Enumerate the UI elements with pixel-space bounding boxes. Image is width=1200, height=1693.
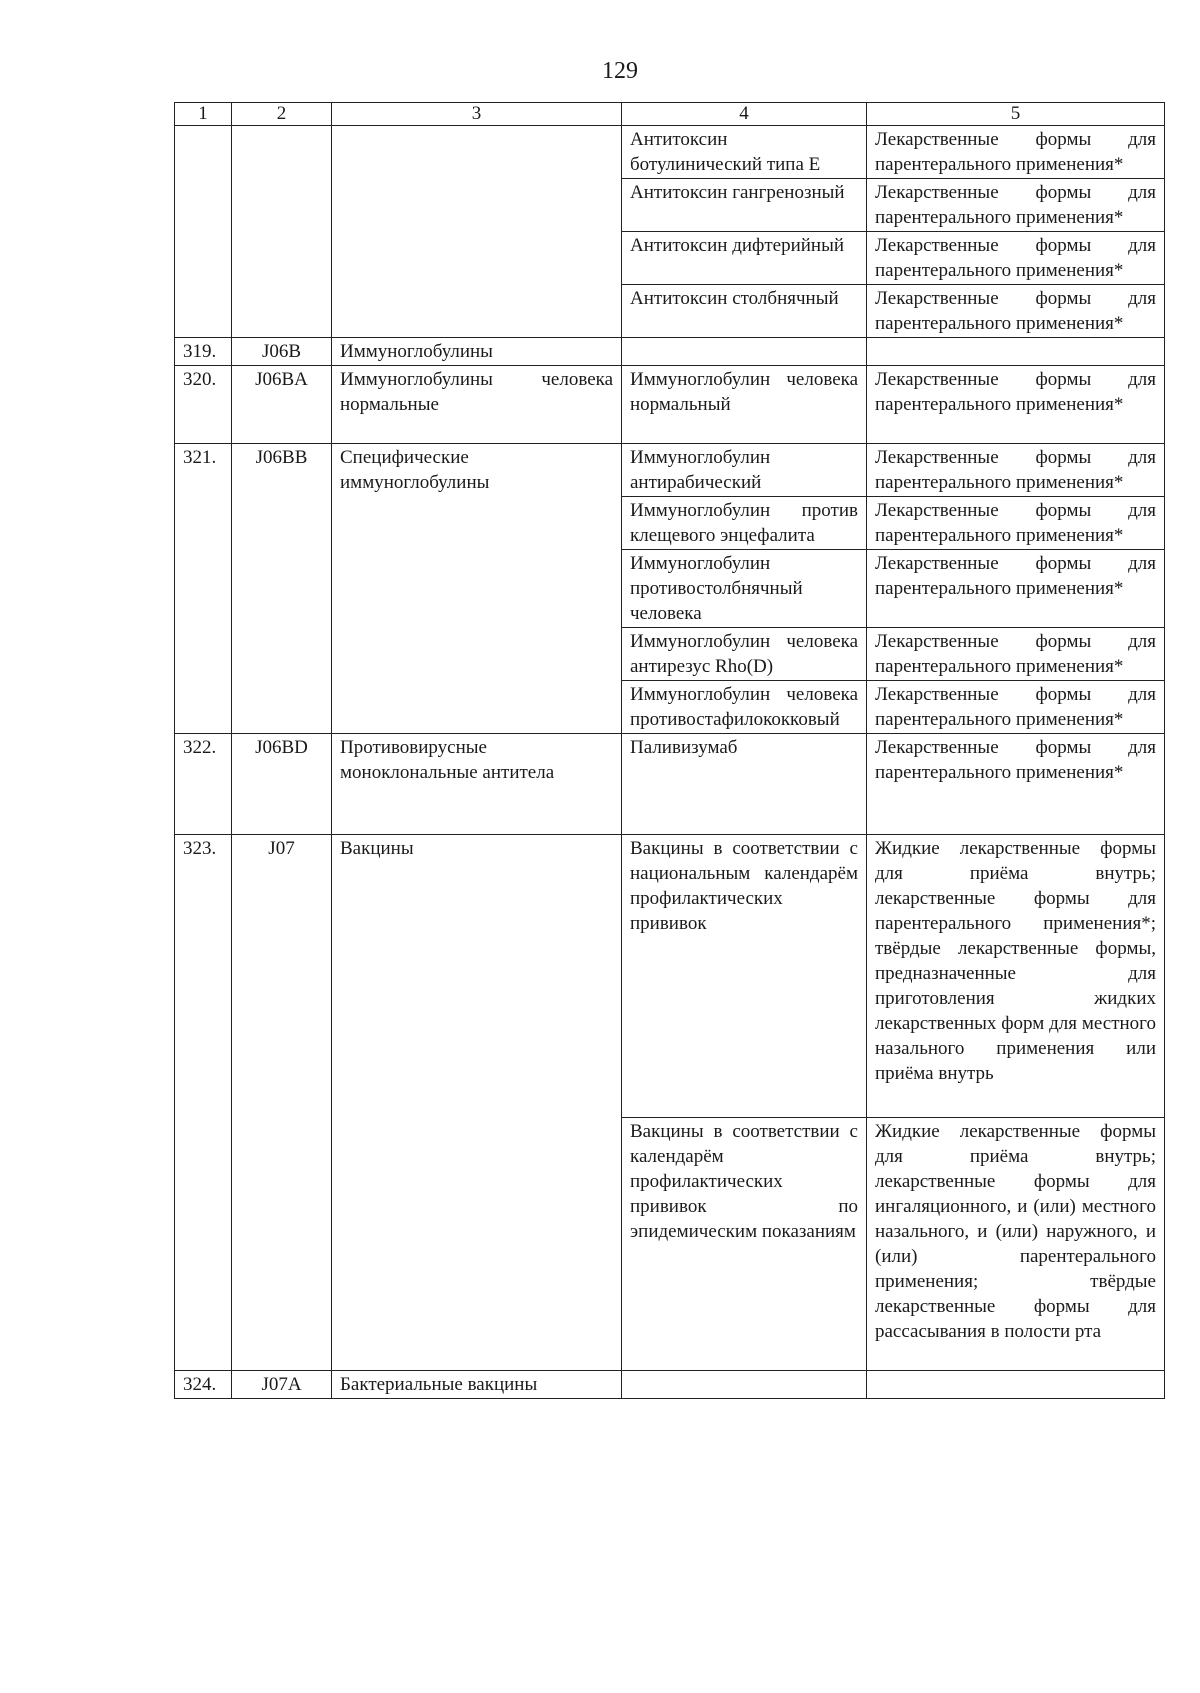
cell-form: Лекарственные формы для парентерального применения* [867, 179, 1165, 232]
cell-code [232, 126, 332, 338]
cell-name: Иммуноглобулины человека нормальные [332, 366, 622, 444]
cell-substance: Иммуноглобулин антирабический [622, 444, 867, 497]
cell-substance: Иммуноглобулин человека противостафилококковый [622, 681, 867, 734]
cell-form: Лекарственные формы для парентерального применения* [867, 366, 1165, 444]
cell-code: J06B [232, 338, 332, 366]
cell-substance: Антитоксин гангренозный [622, 179, 867, 232]
cell-num: 323. [175, 835, 232, 1371]
cell-substance [622, 338, 867, 366]
cell-num: 324. [175, 1371, 232, 1399]
cell-num: 321. [175, 444, 232, 734]
cell-name: Бактериальные вакцины [332, 1371, 622, 1399]
cell-form: Лекарственные формы для парентерального применения* [867, 232, 1165, 285]
cell-code: J06BB [232, 444, 332, 734]
table-row [175, 1371, 1165, 1399]
table-header-row [175, 103, 1165, 126]
column-header: 2 [232, 103, 332, 126]
cell-substance: Антитоксин дифтерийный [622, 232, 867, 285]
cell-form [867, 338, 1165, 366]
cell-substance: Иммуноглобулин противостолбнячный человека [622, 550, 867, 628]
medicines-table [174, 102, 1165, 1399]
cell-name [332, 126, 622, 338]
cell-num: 319. [175, 338, 232, 366]
table-row [175, 734, 1165, 835]
cell-substance: Антитоксин столбнячный [622, 285, 867, 338]
cell-num [175, 126, 232, 338]
cell-substance: Антитоксин ботулинический типа Е [622, 126, 867, 179]
cell-substance: Вакцины в соответствии с национальным календарём профилактических прививок [622, 835, 867, 1118]
cell-form: Лекарственные формы для парентерального применения* [867, 497, 1165, 550]
column-header: 1 [175, 103, 232, 126]
cell-form: Жидкие лекарственные формы для приёма внутрь; лекарственные формы для ингаляционного, и (или) местного назального, и (или) наружного, и (или) парентерального применения; твёрдые лекарственные формы для рассасывания в полости рта [867, 1118, 1165, 1371]
cell-form: Лекарственные формы для парентерального применения* [867, 628, 1165, 681]
cell-num: 320. [175, 366, 232, 444]
table-row [175, 126, 1165, 179]
cell-code: J07A [232, 1371, 332, 1399]
cell-form: Жидкие лекарственные формы для приёма внутрь; лекарственные формы для парентерального применения*; твёрдые лекарственные формы, предназначенные для приготовления жидких лекарственных форм для местного назального применения или приёма внутрь [867, 835, 1165, 1118]
cell-substance: Иммуноглобулин человека нормальный [622, 366, 867, 444]
cell-form: Лекарственные формы для парентерального применения* [867, 734, 1165, 835]
cell-form: Лекарственные формы для парентерального применения* [867, 681, 1165, 734]
table-row [175, 835, 1165, 1118]
cell-substance [622, 1371, 867, 1399]
cell-name: Противовирусные моноклональные антитела [332, 734, 622, 835]
cell-num: 322. [175, 734, 232, 835]
cell-name: Вакцины [332, 835, 622, 1371]
cell-form: Лекарственные формы для парентерального применения* [867, 550, 1165, 628]
cell-substance: Паливизумаб [622, 734, 867, 835]
cell-form: Лекарственные формы для парентерального применения* [867, 126, 1165, 179]
column-header: 4 [622, 103, 867, 126]
cell-form: Лекарственные формы для парентерального применения* [867, 444, 1165, 497]
cell-form [867, 1371, 1165, 1399]
cell-substance: Вакцины в соответствии с календарём профилактических прививок по эпидемическим показаниям [622, 1118, 867, 1371]
cell-name: Специфические иммуноглобулины [332, 444, 622, 734]
column-header: 3 [332, 103, 622, 126]
table-row [175, 338, 1165, 366]
page-number: 129 [602, 58, 638, 84]
table-row [175, 444, 1165, 497]
cell-substance: Иммуноглобулин человека антирезус Rho(D) [622, 628, 867, 681]
table-row [175, 366, 1165, 444]
cell-name: Иммуноглобулины [332, 338, 622, 366]
cell-substance: Иммуноглобулин против клещевого энцефалита [622, 497, 867, 550]
cell-form: Лекарственные формы для парентерального применения* [867, 285, 1165, 338]
cell-code: J06BD [232, 734, 332, 835]
cell-code: J07 [232, 835, 332, 1371]
column-header: 5 [867, 103, 1165, 126]
cell-code: J06BA [232, 366, 332, 444]
